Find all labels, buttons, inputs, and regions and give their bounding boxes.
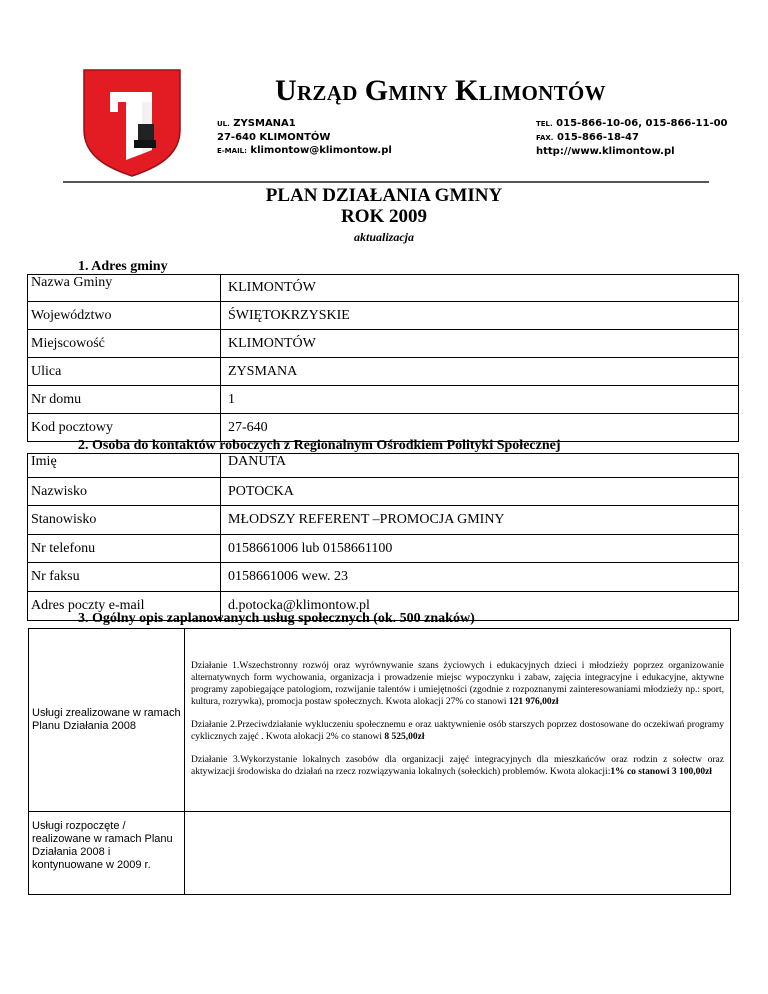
field-label: Kod pocztowy: [28, 414, 221, 442]
document-year: ROK 2009: [340, 206, 428, 227]
tel-line: TEL. 015-866-10-06, 015-866-11-00: [536, 118, 728, 129]
field-label: Ulica: [28, 358, 221, 386]
action-2: Działanie 2.Przeciwdziałanie wykluczeniu społecznemu e oraz uaktywnienie osób starszych poprzez dostosowane do oczekiwań programy cyklicznych zajęć . Kwota alokacji 2% co stanowi 8 525,00zł: [191, 720, 724, 742]
services-completed-label: Usługi zrealizowane w ramach Planu Działania 2008: [32, 707, 181, 732]
field-value: KLIMONTÓW: [221, 275, 739, 302]
address-table: [27, 274, 739, 442]
table-row: [28, 563, 739, 592]
services-continued-cell: [185, 812, 731, 895]
table-row: [29, 812, 731, 895]
action-2-amount: 8 525,00zł: [384, 732, 425, 742]
field-value: ŚWIĘTOKRZYSKIE: [221, 302, 739, 330]
email-link[interactable]: klimontow@klimontow.pl: [250, 145, 392, 156]
field-label: Adres poczty e-mail: [28, 592, 221, 621]
action-3: Działanie 3.Wykorzystanie lokalnych zasobów dla organizacji zajęć integracyjnych dla mieszkańców oraz rodzin z sołectw oraz aktywizacji środowiska do działań na rzecz rozwiązywania lokalnych (sołeckich) problemów. Kwota alokacji:1% co stanowi 3 100,00zł: [191, 755, 724, 777]
document-title: PLAN DZIAŁANIA GMINY: [265, 185, 503, 206]
field-value: KLIMONTÓW: [221, 330, 739, 358]
field-label: Nazwisko: [28, 478, 221, 506]
field-label: Miejscowość: [28, 330, 221, 358]
section2-heading: 2. Osoba do kontaktów roboczych z Regionalnym Ośrodkiem Polityki Społecznej: [78, 438, 561, 453]
services-description: [191, 660, 724, 778]
services-description-cell: [185, 629, 731, 812]
table-row: [28, 275, 739, 302]
field-value: d.potocka@klimontow.pl: [221, 592, 739, 621]
table-row: [28, 386, 739, 414]
section1-heading: 1. Adres gminy: [78, 259, 168, 274]
services-label-cell: [29, 812, 185, 895]
table-row: [28, 302, 739, 330]
services-label-cell: [29, 629, 185, 812]
table-row: [28, 330, 739, 358]
street-line: UL. ZYSMANA1: [217, 118, 296, 129]
services-continued-label: Usługi rozpoczęte / realizowane w ramach Planu Działania 2008 i kontynuowane w 2009 r.: [32, 820, 173, 871]
header-divider: [63, 181, 709, 183]
contact-block: [536, 117, 728, 158]
postal-line: 27-640 KLIMONTÓW: [217, 132, 331, 143]
email-line: E-MAIL: klimontow@klimontow.pl: [217, 145, 392, 156]
section3-heading: 3. Ogólny opis zaplanowanych usług społecznych (ok. 500 znaków): [78, 611, 475, 626]
field-value: ZYSMANA: [221, 358, 739, 386]
field-label: Imię: [28, 454, 221, 478]
contact-person-table: [27, 453, 739, 621]
field-label: Nr telefonu: [28, 535, 221, 563]
field-label: Nr faksu: [28, 563, 221, 592]
municipality-crest-logo: [82, 68, 182, 178]
field-value: DANUTA: [221, 454, 739, 478]
field-value: 27-640: [221, 414, 739, 442]
field-label: Nr domu: [28, 386, 221, 414]
table-row: [28, 358, 739, 386]
field-value: 0158661006 lub 0158661100: [221, 535, 739, 563]
action-1: Działanie 1.Wszechstronny rozwój oraz wyrównywanie szans życiowych i edukacyjnych dzieci i młodzieży poprzez organizowanie alternatywnych form wychowania, organizacja i prowadzenie miejsc wypoczynku i zabaw, zajęcia integracyjne i edukacyjne, aktywne programy zapobiegające patologiom, rozwijanie talentów i umiejętności (zgodnie z rozpoznanymi zainteresowaniami młodzieży np.: sport, kultura, rozrywka), promocja postaw społecznych. Kwota alokacji 27% co stanowi 121 976,00zł: [191, 661, 724, 707]
table-row: [28, 454, 739, 478]
action-3-amount: 1% co stanowi 3 100,00zł: [610, 767, 712, 777]
field-value: MŁODSZY REFERENT –PROMOCJA GMINY: [221, 506, 739, 535]
website-link[interactable]: http://www.klimontow.pl: [536, 146, 675, 157]
field-value: 0158661006 wew. 23: [221, 563, 739, 592]
table-row: [28, 535, 739, 563]
table-row: [29, 629, 731, 812]
organization-name: URZĄD GMINY KLIMONTÓW: [275, 74, 606, 107]
address-block: [217, 117, 392, 158]
table-row: [28, 506, 739, 535]
action-1-amount: 121 976,00zł: [508, 697, 559, 707]
field-label: Stanowisko: [28, 506, 221, 535]
document-subtitle: aktualizacja: [353, 230, 414, 244]
field-value: POTOCKA: [221, 478, 739, 506]
field-value: 1: [221, 386, 739, 414]
fax-line: FAX. 015-866-18-47: [536, 132, 639, 143]
table-row: [28, 478, 739, 506]
field-label: Województwo: [28, 302, 221, 330]
field-label: Nazwa Gminy: [28, 275, 221, 302]
services-table: [28, 628, 731, 895]
